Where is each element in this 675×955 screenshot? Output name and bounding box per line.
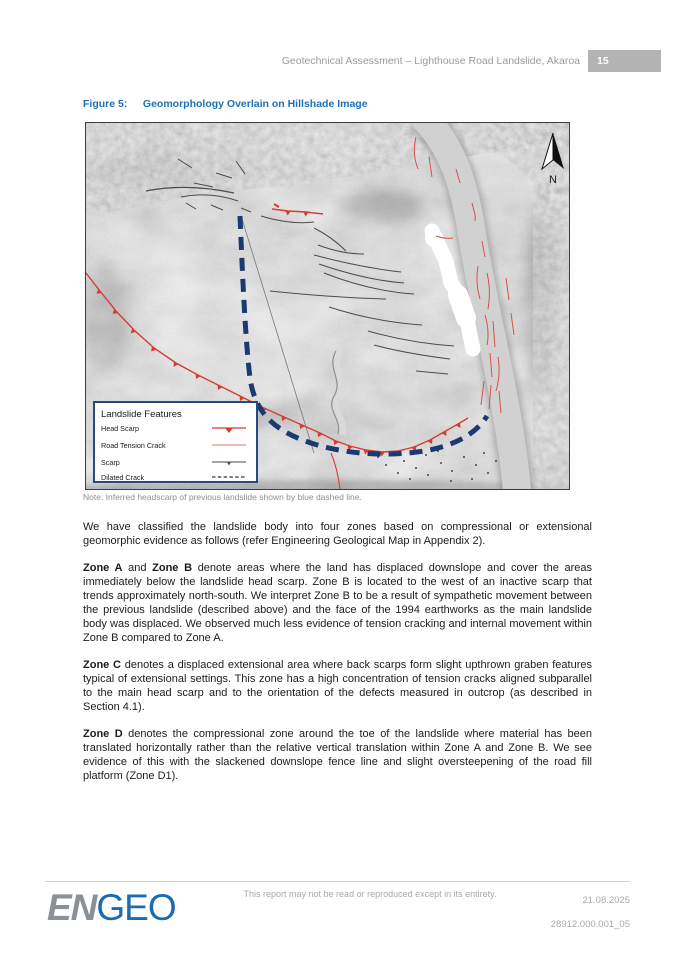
text-segment: We have classified the landslide body into four zones based on compressional or extensional geomorphic evidence as follows (refer Engineering Geological Map in Appendix 2). xyxy=(83,521,592,547)
paragraph-zone-d xyxy=(83,727,592,783)
map-legend xyxy=(94,402,257,482)
paragraph-zone-c xyxy=(83,658,592,714)
text-segment: denote areas where the land has displaced downslope and cover the areas immediately below the landslide head scarp. Zone B is located to the west of an inactive scarp that trends approximately north-south. We interpret Zone B to be a result of sympathetic movement between the previous landslide (described above) and the face of the 1994 earthworks as the main landslide body was displaced. We observed much less evidence of tension cracking and internal movement within Zone B compared to Zone A. xyxy=(83,562,592,644)
page-number-badge: 15 xyxy=(588,50,661,72)
figure-caption xyxy=(83,98,368,110)
legend-label-scarp: Scarp xyxy=(101,458,120,467)
legend-label-road-tension-crack: Road Tension Crack xyxy=(101,441,166,450)
zone-b-label: Zone B xyxy=(152,562,193,574)
zone-c-label: Zone C xyxy=(83,659,121,671)
header-title: Geotechnical Assessment – Lighthouse Road Landslide, Akaroa xyxy=(281,55,580,67)
legend-label-dilated-crack: Dilated Crack xyxy=(101,473,145,482)
text-segment: denotes the compressional zone around the toe of the landslide where material has been translated horizontally rather than the relative vertical translation within Zone A and Zone B. We see evidence of this with the slackened downslope fence line and slight oversteepening of the road fill platform (Zone D1). xyxy=(83,728,592,782)
engeo-logo-geo: GEO xyxy=(96,887,176,928)
text-segment: denotes a displaced extensional area where back scarps form slight upthrown graben features typical of extensional settings. This zone has a high concentration of tension cracks aligned subparallel to the main head scarp and to the orientation of the defects measured in outcrop (as described in Section 4.1). xyxy=(83,659,592,713)
footer-doc-number: 28912.000.001_05 xyxy=(550,919,630,930)
engeo-logo xyxy=(47,886,176,930)
figure-note: Note: Inferred headscarp of previous landslide shown by blue dashed line. xyxy=(83,492,362,502)
paragraph-zone-ab xyxy=(83,561,592,645)
paragraph-intro xyxy=(83,520,592,548)
zone-a-label: Zone A xyxy=(83,562,123,574)
footer-date: 21.08.2025 xyxy=(582,895,630,906)
engeo-logo-en: EN xyxy=(47,887,97,928)
footer-disclaimer: This report may not be read or reproduced except in its entirety. xyxy=(243,889,497,899)
body-copy xyxy=(83,520,592,796)
footer-meta xyxy=(460,889,630,937)
footer-divider xyxy=(45,881,630,882)
legend-label-head-scarp: Head Scarp xyxy=(101,424,139,433)
north-arrow-label: N xyxy=(549,174,557,186)
legend-title: Landslide Features xyxy=(101,409,182,420)
hillshade-map-figure xyxy=(85,122,570,490)
zone-d-label: Zone D xyxy=(83,728,123,740)
figure-label: Figure 5: xyxy=(83,98,128,110)
text-segment: and xyxy=(122,562,153,574)
figure-title: Geomorphology Overlain on Hillshade Image xyxy=(142,98,368,110)
